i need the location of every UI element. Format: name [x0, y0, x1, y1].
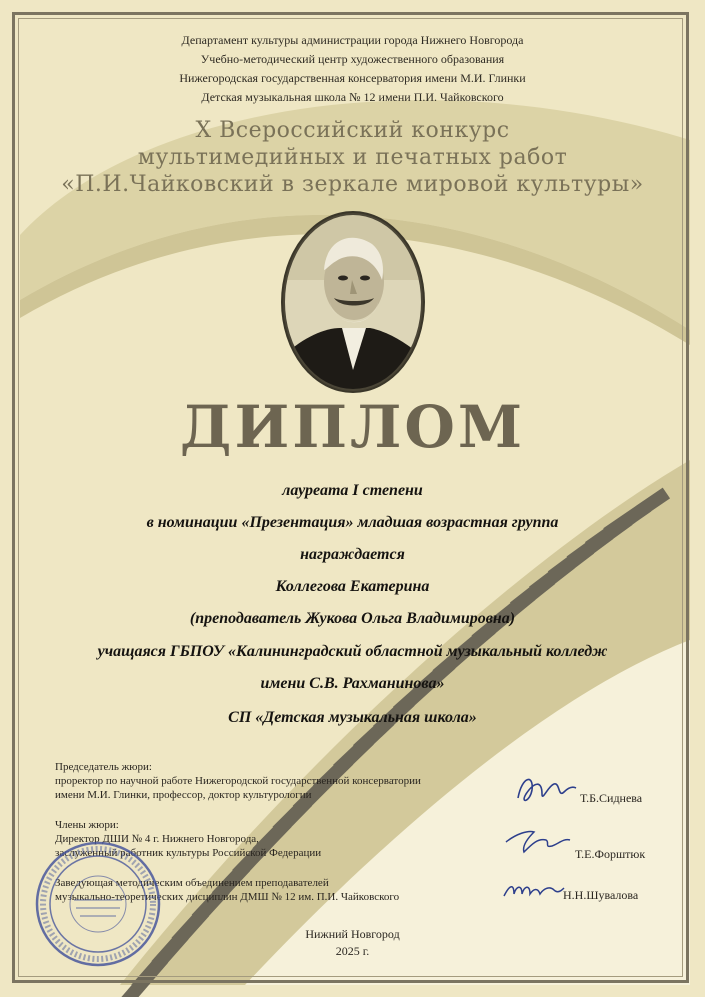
award-awarded: награждается — [300, 546, 405, 563]
signature-member1 — [502, 824, 572, 858]
footer-city: Нижний Новгород — [305, 927, 400, 941]
diploma-heading: ДИПЛОМ — [179, 393, 526, 461]
school-line-2: имени С.В. Рахманинова» — [260, 675, 445, 692]
jury-member2-position-1: Заведующая методическим объединением преподавателей — [55, 877, 329, 889]
contest-title-line3: «П.И.Чайковский в зеркале мировой культуры» — [61, 172, 644, 197]
jury-member2-position-2: музыкально-теоретических дисциплин ДМШ № 12 им. П.И. Чайковского — [55, 891, 400, 903]
jury-members-heading: Члены жюри: — [55, 819, 119, 831]
jury-member1-position-1: Директор ДШИ № 4 г. Нижнего Новгорода, — [55, 833, 259, 845]
award-nomination: в номинации «Презентация» младшая возрастная группа — [146, 514, 559, 531]
signature-chair — [512, 768, 578, 812]
header-line-conservatory: Нижегородская государственная консерватория имени М.И. Глинки — [179, 71, 526, 85]
laureate-name: Коллегова Екатерина — [275, 578, 430, 595]
award-degree: лауреата I степени — [282, 482, 423, 499]
school-line-3: СП «Детская музыкальная школа» — [228, 709, 477, 726]
jury-chair-name: Т.Б.Сиднева — [580, 791, 643, 805]
school-line-1: учащаяся ГБПОУ «Калининградский областной музыкальный колледж — [97, 643, 608, 660]
teacher-name: (преподаватель Жукова Ольга Владимировна) — [189, 610, 516, 627]
header-line-school: Детская музыкальная школа № 12 имени П.И. Чайковского — [201, 90, 504, 104]
jury-chair-position-1: проректор по научной работе Нижегородской государственной консерватории — [55, 775, 421, 787]
contest-title-line1: X Всероссийский конкурс — [195, 118, 510, 143]
jury-member1-position-2: заслуженный работник культуры Российской Федерации — [55, 847, 322, 859]
header-line-department: Департамент культуры администрации города Нижнего Новгорода — [181, 33, 524, 47]
jury-chair-block — [55, 760, 421, 802]
contest-title-line2: мультимедийных и печатных работ — [137, 145, 568, 170]
footer-year: 2025 г. — [335, 944, 370, 958]
composer-portrait — [280, 210, 426, 394]
jury-member1-name: Т.Е.Форштюк — [575, 847, 646, 861]
jury-chair-position-2: имени М.И. Глинки, профессор, доктор культурологии — [55, 789, 312, 801]
header-line-center: Учебно-методический центр художественного образования — [200, 52, 505, 66]
jury-member2-name: Н.Н.Шувалова — [563, 888, 639, 902]
jury-chair-heading: Председатель жюри: — [55, 761, 152, 773]
signature-member2 — [500, 876, 566, 906]
